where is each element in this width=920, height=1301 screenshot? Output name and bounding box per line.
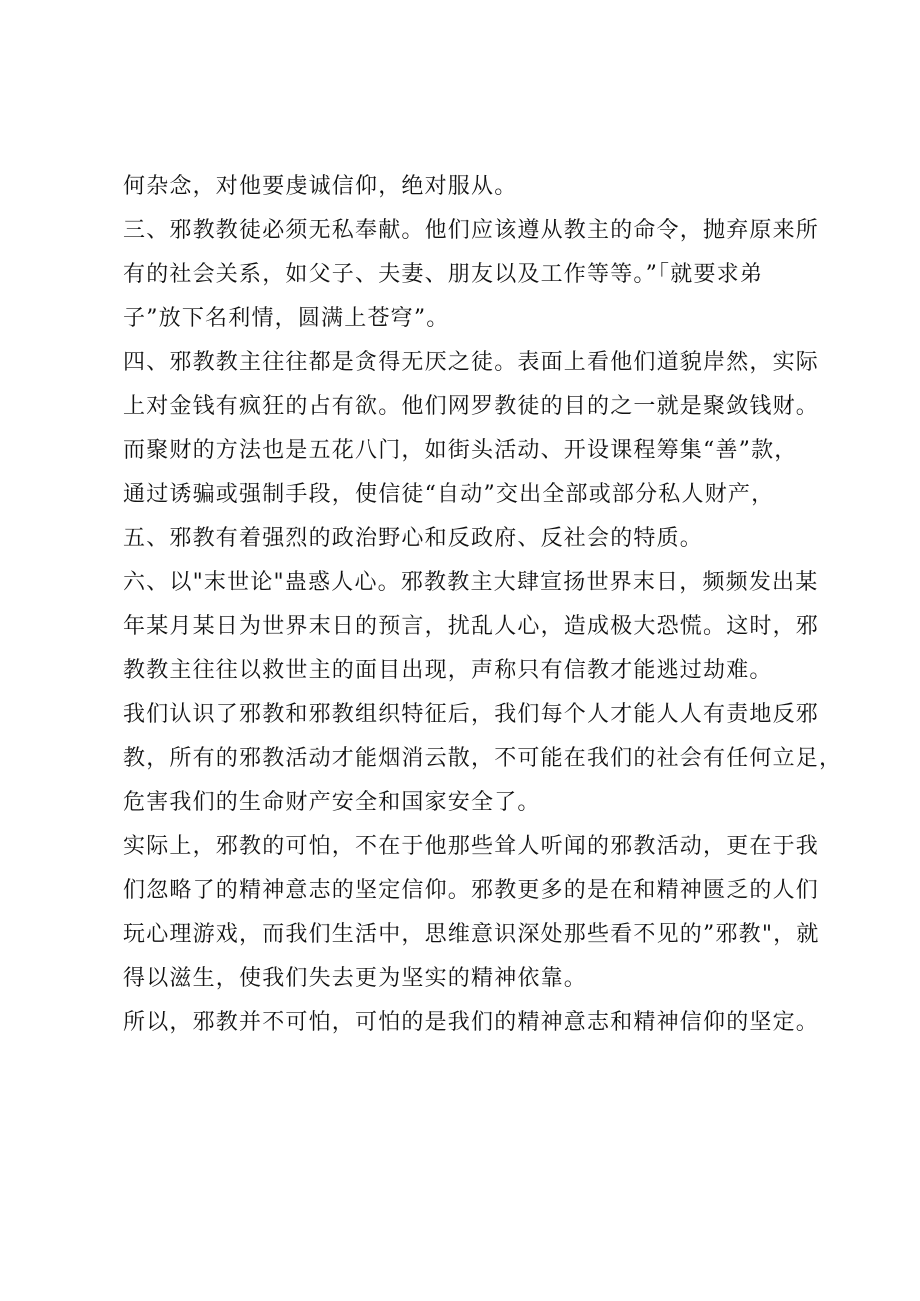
text-line: 子”放下名利情，圆满上苍穹”。 — [123, 306, 450, 331]
text-line: 而聚财的方法也是五花八门，如街头活动、开设课程筹集“善”款， — [123, 438, 798, 463]
text-line: 四、邪教教主往往都是贪得无厌之徒。表面上看他们道貌岸然，实际 — [123, 350, 820, 375]
text-line: 实际上，邪教的可怕，不在于他那些耸人听闻的邪教活动，更在于我 — [123, 834, 820, 859]
text-line: 我们认识了邪教和邪教组织特征后，我们每个人才能人人有责地反邪 — [123, 702, 820, 727]
text-line: 教教主往往以救世主的面目出现，声称只有信教才能逃过劫难。 — [123, 658, 773, 683]
text-line: 三、邪教教徒必须无私奉献。他们应该遵从教主的命令，抛弃原来所 — [123, 218, 820, 243]
text-line: 教，所有的邪教活动才能烟消云散，不可能在我们的社会有任何立足， — [123, 746, 843, 771]
text-line: 六、以"末世论"蛊惑人心。邪教教主大肆宣扬世界末日，频频发出某 — [123, 570, 819, 595]
text-line: 上对金钱有疯狂的占有欲。他们网罗教徒的目的之一就是聚敛钱财。 — [123, 394, 820, 419]
text-line: 玩心理游戏，而我们生活中，思维意识深处那些看不见的”邪教"，就 — [123, 922, 820, 947]
text-line: 通过诱骗或强制手段，使信徒“自动”交出全部或部分私人财产， — [123, 482, 775, 507]
text-line: 得以滋生，使我们失去更为坚实的精神依靠。 — [123, 966, 588, 991]
text-line: 危害我们的生命财产安全和国家安全了。 — [123, 790, 541, 815]
text-line: 五、邪教有着强烈的政治野心和反政府、反社会的特质。 — [123, 526, 704, 551]
text-line: 所以，邪教并不可怕，可怕的是我们的精神意志和精神信仰的坚定。 — [123, 1010, 820, 1035]
text-line: 年某月某日为世界末日的预言，扰乱人心，造成极大恐慌。这时，邪 — [123, 614, 820, 639]
text-line: 何杂念，对他要虔诚信仰，绝对服从。 — [123, 174, 518, 199]
text-line: 们忽略了的精神意志的坚定信仰。邪教更多的是在和精神匮乏的人们 — [123, 878, 820, 903]
document-body — [123, 165, 843, 1045]
text-line: 有的社会关系，如父子、夫妻、朋友以及工作等等。”「就要求弟 — [123, 262, 764, 287]
